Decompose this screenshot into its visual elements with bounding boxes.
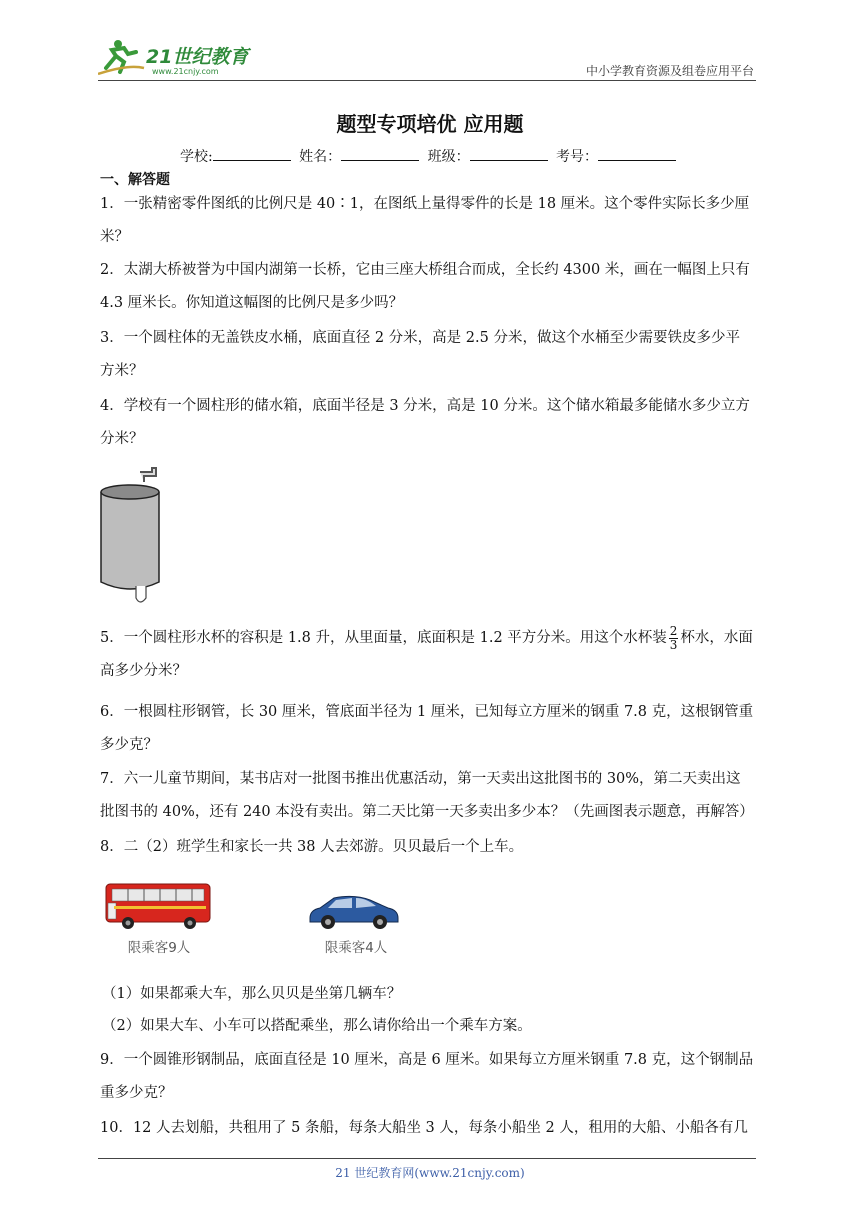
- question-4-line-2: 分米？: [100, 431, 144, 447]
- logo-text: 21世纪教育: [146, 46, 249, 68]
- question-2: [100, 254, 760, 320]
- question-8-sub-1: （1）如果都乘大车，那么贝贝是坐第几辆车？: [102, 986, 402, 1002]
- fraction-numerator: 2: [669, 623, 678, 638]
- question-8-line-1: 8．二（2）班学生和家长一共 38 人去郊游。贝贝最后一个上车。: [100, 839, 524, 855]
- car-caption: 限乘客4人: [324, 940, 388, 956]
- bus-caption: 限乘客9人: [127, 940, 191, 956]
- question-5-line-2: 高多少分米？: [100, 663, 187, 679]
- question-8: [100, 831, 760, 864]
- class-blank[interactable]: [470, 148, 548, 161]
- fraction-two-thirds: [669, 625, 679, 652]
- class-label: 班级：: [427, 149, 470, 165]
- question-5: [100, 622, 760, 688]
- question-3: [100, 322, 760, 388]
- footer-link[interactable]: 21 世纪教育网(www.21cnjy.com): [335, 1166, 525, 1180]
- question-9: [100, 1044, 760, 1110]
- question-2-line-2: 4.3 厘米长。你知道这幅图的比例尺是多少吗？: [100, 295, 404, 311]
- question-6-line-1: 6．一根圆柱形钢管，长 30 厘米，管底面半径为 1 厘米，已知每立方厘米的钢重 7.8 克，这根钢管重: [100, 704, 754, 720]
- question-5-text-a: 5．一个圆柱形水杯的容积是 1.8 升，从里面量，底面积是 1.2 平方分米。用这个水杯装: [100, 630, 667, 646]
- question-7-line-2: 批图书的 40%，还有 240 本没有卖出。第二天比第一天多卖出多少本？（先画图表示题意，再解答）: [100, 804, 754, 820]
- question-1-line-2: 米？: [100, 229, 129, 245]
- question-1-line-1: 1．一张精密零件图纸的比例尺是 40∶1，在图纸上量得零件的长是 18 厘米。这个零件实际长多少厘: [100, 196, 750, 212]
- logo-url: www.21cnjy.com: [152, 67, 219, 76]
- fraction-denominator: 3: [669, 637, 678, 652]
- water-tank-illustration: [96, 464, 168, 610]
- footer-rule: [98, 1158, 756, 1159]
- question-7-line-1: 7．六一儿童节期间，某书店对一批图书推出优惠活动，第一天卖出这批图书的 30%，第二天卖出这: [100, 771, 741, 787]
- question-4-line-1: 4．学校有一个圆柱形的储水箱，底面半径是 3 分米，高是 10 分米。这个储水箱最多能储水多少立方: [100, 398, 750, 414]
- car-illustration: [306, 888, 406, 956]
- question-3-line-2: 方米？: [100, 363, 144, 379]
- exam-no-blank[interactable]: [598, 148, 676, 161]
- exam-no-label: 考号：: [556, 149, 599, 165]
- question-10: [100, 1112, 760, 1145]
- student-info-line: [0, 146, 860, 166]
- question-5-line-1: [100, 622, 760, 655]
- runner-icon: [98, 40, 144, 74]
- bus-icon: [104, 880, 214, 932]
- question-8-sub-2: （2）如果大车、小车可以搭配乘坐，那么请你给出一个乘车方案。: [102, 1018, 532, 1034]
- bus-illustration: [104, 880, 214, 956]
- question-5-text-b: 杯水，水面: [680, 630, 753, 646]
- school-blank[interactable]: [213, 148, 291, 161]
- question-2-line-1: 2．太湖大桥被誉为中国内湖第一长桥，它由三座大桥组合而成，全长约 4300 米，画在一幅图上只有: [100, 262, 750, 278]
- question-10-line-1: 10．12 人去划船，共租用了 5 条船，每条大船坐 3 人，每条小船坐 2 人，租用的大船、小船各有几: [100, 1120, 748, 1136]
- school-label: 学校:: [179, 149, 213, 165]
- question-9-line-2: 重多少克？: [100, 1085, 173, 1101]
- name-blank[interactable]: [341, 148, 419, 161]
- question-3-line-1: 3．一个圆柱体的无盖铁皮水桶，底面直径 2 分米，高是 2.5 分米，做这个水桶至少需要铁皮多少平: [100, 330, 740, 346]
- page-title: 题型专项培优 应用题: [336, 112, 524, 136]
- car-icon: [306, 888, 402, 932]
- name-label: 姓名：: [299, 149, 342, 165]
- question-1: [100, 188, 760, 254]
- question-6-line-2: 多少克？: [100, 737, 158, 753]
- question-6: [100, 696, 760, 762]
- site-logo: [98, 38, 258, 78]
- section-heading: 一、解答题: [100, 172, 170, 188]
- platform-text: 中小学教育资源及组卷应用平台: [585, 64, 754, 78]
- question-7: [100, 763, 760, 829]
- question-4: [100, 390, 760, 456]
- question-9-line-1: 9．一个圆锥形钢制品，底面直径是 10 厘米，高是 6 厘米。如果每立方厘米钢重 7.8 克，这个钢制品: [100, 1052, 754, 1068]
- header-rule: [98, 80, 756, 81]
